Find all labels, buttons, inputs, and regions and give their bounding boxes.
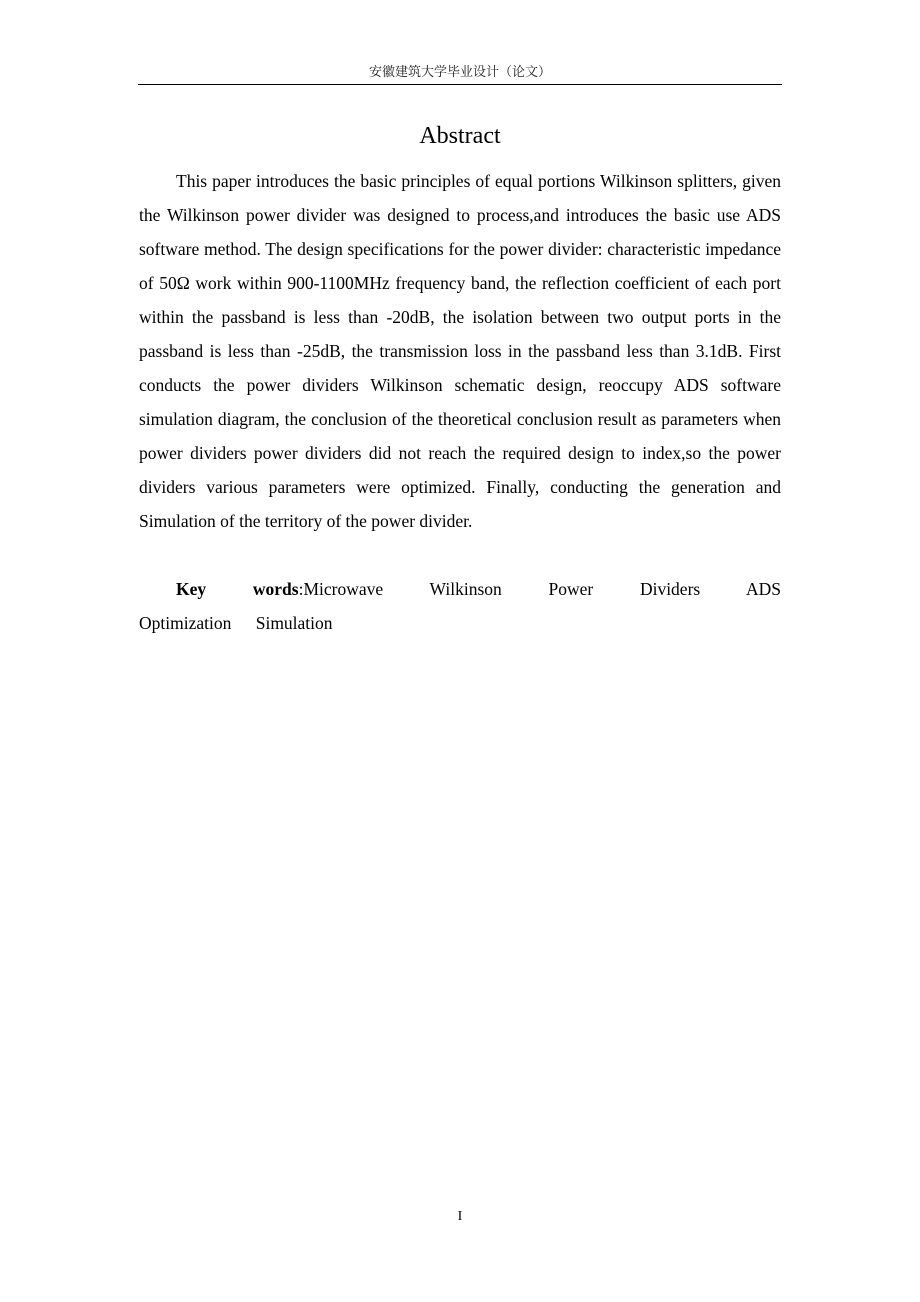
keywords-label-key: Key bbox=[176, 579, 207, 599]
running-header: 安徽建筑大学毕业设计（论文） bbox=[368, 65, 551, 80]
abstract-paragraph: This paper introduces the basic principles of equal portions Wilkinson splitters, given the Wilkinson power divider was designed to process,and introduces the basic use ADS software method. The design specifications for the power divider: characteristic impedance of 50Ω work within 900-1100MHz frequency band, the reflection coefficient of each port within the passband is less than -20dB, the isolation between two output ports in the passband is less than -25dB, the transmission loss in the passband less than 3.1dB. First conducts the power dividers Wilkinson schematic design, reoccupy ADS software simulation diagram, the conclusion of the theoretical conclusion result as parameters when power dividers power dividers did not reach the required design to index,so the power dividers various parameters were optimized. Finally, conducting the generation and Simulation of the territory of the power divider. bbox=[139, 171, 781, 531]
page-title: Abstract bbox=[419, 123, 501, 149]
header-divider bbox=[138, 84, 782, 85]
keywords-separator: : bbox=[298, 579, 304, 599]
keywords-label-words: words bbox=[252, 579, 299, 599]
page-number: I bbox=[457, 1209, 463, 1224]
keywords-value: Microwave Wilkinson Power Dividers ADS Optimization Simulation bbox=[139, 579, 781, 633]
keywords-line bbox=[139, 572, 781, 640]
